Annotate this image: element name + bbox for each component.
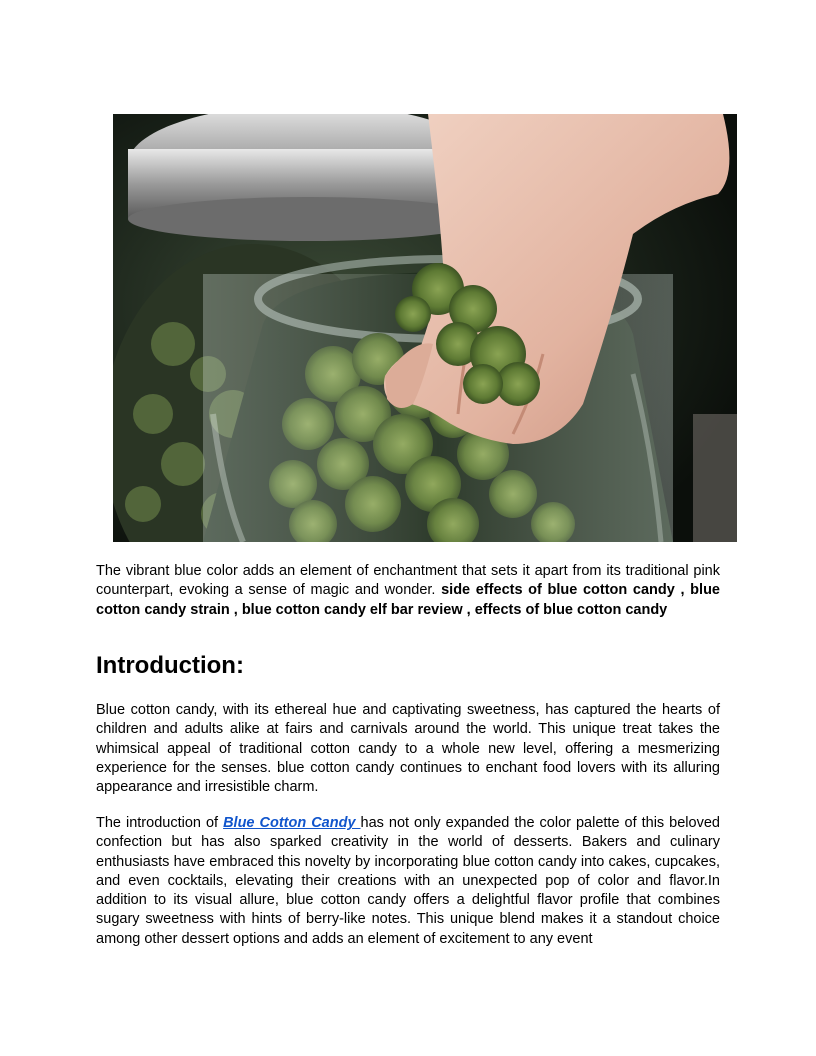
intro-paragraph-2 [96, 814, 720, 949]
paragraph-2-lead: The introduction of [96, 815, 224, 831]
cannabis-jar-photo [113, 114, 737, 542]
caption-keywords: side effects of blue cotton candy , blue cotton candy strain , blue cotton candy elf bar review , effects of blue cotton candy [96, 582, 720, 618]
blue-cotton-candy-link[interactable]: Blue Cotton Candy [223, 815, 361, 831]
paragraph-2-body: has not only expanded the color palette of this beloved confection but has also sparked creativity in the world of desserts. Bakers and culinary enthusiasts have embraced this novelty by incorporating blue cotton candy into cakes, cupcakes, and even cocktails, elevating their creations with an unexpected pop of color and flavor.In addition to its visual allure, blue cotton candy offers a delightful flavor profile that combines sugary sweetness with hints of berry-like notes. This unique blend makes it a standout choice among other dessert options and adds an element of excitement to any event [96, 815, 720, 947]
intro-paragraph-1: Blue cotton candy, with its ethereal hue and captivating sweetness, has captured the hearts of children and adults alike at fairs and carnivals around the world. This unique treat takes the whimsical appeal of traditional cotton candy to a whole new level, offering a mesmerizing experience for the senses. blue cotton candy continues to enchant food lovers with its alluring appearance and irresistible charm. [96, 702, 720, 796]
caption-paragraph [96, 562, 720, 620]
section-heading: Introduction: [96, 652, 244, 679]
caption-text: The vibrant blue color adds an element of enchantment that sets it apart from its traditional pink counterpart, evoking a sense of magic and wonder. [96, 563, 720, 599]
